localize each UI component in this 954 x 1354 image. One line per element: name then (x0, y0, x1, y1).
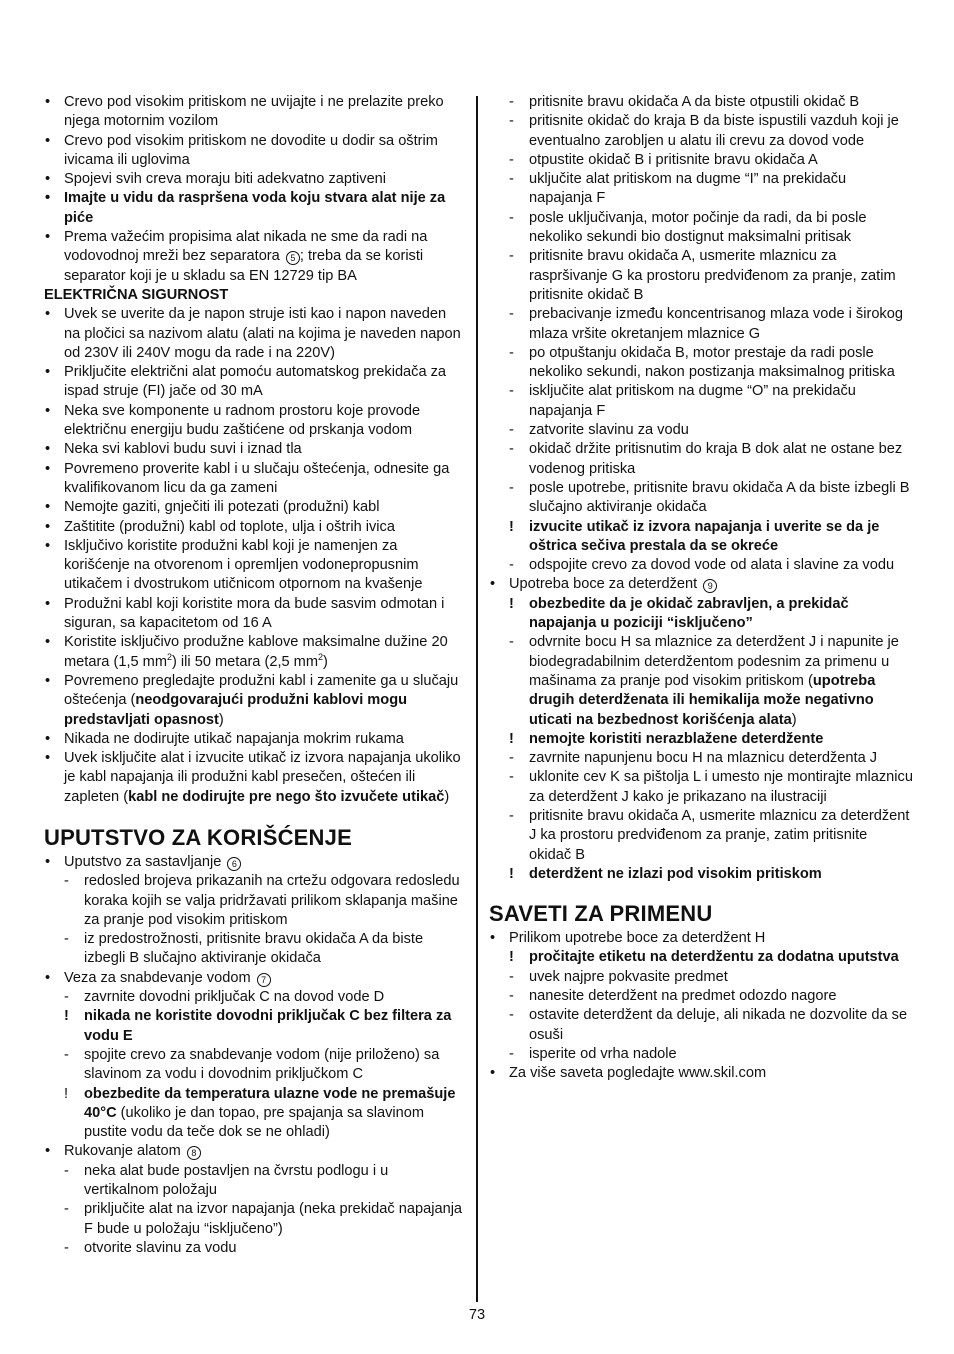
figure-ref-icon: 8 (187, 1146, 201, 1160)
sub-item: - uvek najpre pokvasite predmet (509, 968, 728, 985)
list-item: • Neka sve komponente u radnom prostoru koje provode električnu energiju budu zaštićene od prskanja vodom (45, 402, 421, 439)
sub-item: - odspojite crevo za dovod vode od alata i slavine za vodu (509, 557, 895, 574)
list-item: • Veza za snabdevanje vodom 7 (44, 969, 464, 988)
figure-ref-icon: 7 (257, 973, 271, 987)
list-item: • Uputstvo za sastavljanje 6 (44, 853, 464, 872)
warning-item: ! obezbedite da je okidač zabravljen, a prekidač napajanja u poziciji “isključeno” (509, 595, 849, 632)
sub-item: - isperite od vrha nadole (509, 1045, 677, 1062)
figure-ref-icon: 6 (227, 857, 241, 871)
list-item: • Isključivo koristite produžni kabl koji je namenjen za korišćenje na otvorenom i opremljen vodonepropusnim utikačem i dvostrukom utičnicom otpornom na kvašenje (45, 537, 423, 593)
warning-item: ! nikada ne koristite dovodni priključak C bez filtera za vodu E (64, 1008, 452, 1044)
page-number: 73 (468, 1307, 486, 1323)
sub-item: - priključite alat na izvor napajanja (neka prekidač napajanja F bude u položaju “isključeno”) (64, 1201, 463, 1237)
sub-item: - pritisnite bravu okidača A da biste otpustili okidač B (509, 94, 860, 110)
list-item: • Uvek se uverite da je napon struje isti kao i napon naveden na pločici sa nazivom alatu (alati na kojima je naveden napon od 230V ili 240V mogu da rade i na 220V) (45, 306, 461, 361)
figure-ref-icon: 5 (286, 251, 300, 265)
list-item: • Crevo pod visokim pritiskom ne dovodite u dodir sa oštrim ivicama ili uglovima (45, 132, 438, 168)
list-item: • Nikada ne dodirujte utikač napajanja mokrim rukama (45, 730, 404, 747)
sub-item: - iz predostrožnosti, pritisnite bravu okidača A da biste izbegli B slučajno aktiviranje okidača (64, 931, 424, 967)
sub-item: - uključite alat pritiskom na dugme “I” na prekidaču napajanja F (509, 171, 847, 207)
warning-item: ! deterdžent ne izlazi pod visokim pritiskom (509, 865, 822, 882)
sub-item: - neka alat bude postavljen na čvrstu podlogu i u vertikalnom položaju (64, 1162, 389, 1199)
list-item: • Prema važećim propisima alat nikada ne sme da radi na vodovodnoj mreži bez separatora 5 ; treba da se koristi separator koji je u skladu sa EN 12729 tip BA (45, 229, 428, 284)
section-subheading: ELEKTRIČNA SIGURNOST (44, 286, 229, 303)
sub-item: - prebacivanje između koncentrisanog mlaza vode i širokog mlaza vršite okretanjem mlaznice G (509, 306, 903, 342)
sub-item: - po otpuštanju okidača B, motor prestaje da radi posle nekoliko sekundi, nakon postizanja maksimalnog pritiska (509, 344, 895, 381)
sub-item: - otvorite slavinu za vodu (64, 1239, 237, 1256)
sub-item: - isključite alat pritiskom na dugme “O” na prekidaču napajanja F (509, 383, 856, 419)
list-item: • Za više saveta pogledajte www.skil.com (490, 1065, 767, 1082)
warning-item: ! izvucite utikač iz izvora napajanja i uverite se da je oštrica sečiva prestala da se okreće (509, 518, 880, 554)
list-item: • Spojevi svih creva moraju biti adekvatno zaptiveni (45, 171, 387, 188)
sub-item: - ostavite deterdžent da deluje, ali nikada ne dozvolite da se osuši (509, 1007, 908, 1043)
left-column (44, 93, 464, 1258)
right-column (489, 93, 913, 1084)
list-item: • Povremeno proverite kabl i u slučaju oštećenja, odnesite ga kvalifikovanom licu da ga zameni (45, 460, 450, 496)
list-item: • Povremeno pregledajte produžni kabl i zamenite ga u slučaju oštećenja (neodgovarajući produžni kablovi mogu predstavljati opasnost) (45, 672, 459, 728)
figure-ref-icon: 9 (703, 579, 717, 593)
sub-item: - uklonite cev K sa pištolja L i umesto nje montirajte mlaznicu za deterdžent J kako je prikazano na ilustraciji (509, 769, 913, 805)
section-heading-tips: SAVETI ZA PRIMENU (489, 901, 713, 927)
warning-item: ! pročitajte etiketu na deterdžentu za dodatna uputstva (509, 949, 899, 966)
list-item: • Prilikom upotrebe boce za deterdžent H (490, 930, 766, 947)
list-item: • Nemojte gaziti, gnječiti ili potezati (produžni) kabl (45, 499, 380, 516)
list-item: • Rukovanje alatom 8 (44, 1142, 464, 1161)
list-item: • Priključite električni alat pomoću automatskog prekidača za ispad struje (FI) jače od 30 mA (45, 364, 447, 400)
sub-item: - zatvorite slavinu za vodu (509, 422, 689, 439)
section-heading-usage: UPUTSTVO ZA KORIŠĆENJE (44, 824, 352, 850)
sub-item: - zavrnite dovodni priključak C na dovod vode D (64, 989, 385, 1006)
list-item: • Upotreba boce za deterdžent 9 (489, 575, 913, 594)
list-item: • Neka svi kablovi budu suvi i iznad tla (45, 441, 302, 458)
sub-item: - redosled brojeva prikazanih na crtežu odgovara redosledu koraka kojih se valja pridržavati prilikom sklapanja mašine za pranje pod visokim pritiskom (64, 873, 460, 928)
sub-item: - zavrnite napunjenu bocu H na mlaznicu deterdženta J (509, 750, 878, 767)
list-item: • Koristite isključivo produžne kablove maksimalne dužine 20 metara (1,5 $mm^2$) ili 50 metara (2,5 $mm^2$) (45, 634, 448, 670)
list-item: • Uvek isključite alat i izvucite utikač iz izvora napajanja ukoliko je kabl napajanja ili produžni kabl presečen, oštećen ili zapleten (kabl ne dodirujte pre nego što izvučete utikač) (45, 750, 461, 805)
sub-item: - pritisnite bravu okidača A, usmerite mlaznicu za deterdžent J ka prostoru predviđenom za pranje, zatim pritisnite okidač B (509, 807, 910, 863)
list-item: • Zaštitite (produžni) kabl od toplote, ulja i oštrih ivica (45, 518, 395, 535)
sub-item: - otpustite okidač B i pritisnite bravu okidača A (509, 151, 818, 168)
sub-item: - posle upotrebe, pritisnite bravu okidača A da biste izbegli B slučajno aktiviranje okidača (509, 479, 910, 516)
list-item: • Produžni kabl koji koristite mora da bude sasvim odmotan i siguran, sa kapacitetom od 16 A (45, 595, 445, 632)
sub-item: - nanesite deterdžent na predmet odozdo nagore (509, 988, 837, 1005)
list-item: • Imajte u vidu da raspršena voda koju stvara alat nije za piće (45, 190, 446, 226)
list-item: • Crevo pod visokim pritiskom ne uvijajte i ne prelazite preko njega motornim vozilom (45, 94, 444, 130)
sub-item: - pritisnite bravu okidača A, usmerite mlaznicu za raspršivanje G ka prostoru predviđenom za pranje, zatim pritisnite okidač B (509, 248, 896, 303)
sub-item: - posle uključivanja, motor počinje da radi, da bi posle nekoliko sekundi bio dostignut maksimalni pritisak (509, 209, 867, 246)
sub-item: - odvrnite bocu H sa mlaznice za deterdžent J i napunite je biodegradabilnim deterdžentom podesnim za primenu u mašinama za pranje pod visokim pritiskom (upotreba drugih deterdženata ili hemikalija može negativno uticati na bezbednost korišćenja alata) (509, 634, 899, 728)
warning-item: ! nemojte koristiti nerazblažene deterdžente (509, 730, 824, 747)
sub-item: - spojite crevo za snabdevanje vodom (nije priloženo) sa slavinom za vodu i dovodnim priključkom C (64, 1046, 440, 1083)
sub-item: - pritisnite okidač do kraja B da biste ispustili vazduh koji je eventualno zarobljen u alatu ili crevu za dovod vode (509, 113, 899, 149)
sub-item: - okidač držite pritisnutim do kraja B dok alat ne ostane bez vodenog pritiska (509, 441, 903, 477)
warning-item: ! obezbedite da temperatura ulazne vode ne premašuje 40°C (ukoliko je dan topao, pre spajanja sa slavinom pustite vodu da teče dok se ne ohladi) (64, 1085, 456, 1141)
column-divider (476, 96, 478, 1302)
